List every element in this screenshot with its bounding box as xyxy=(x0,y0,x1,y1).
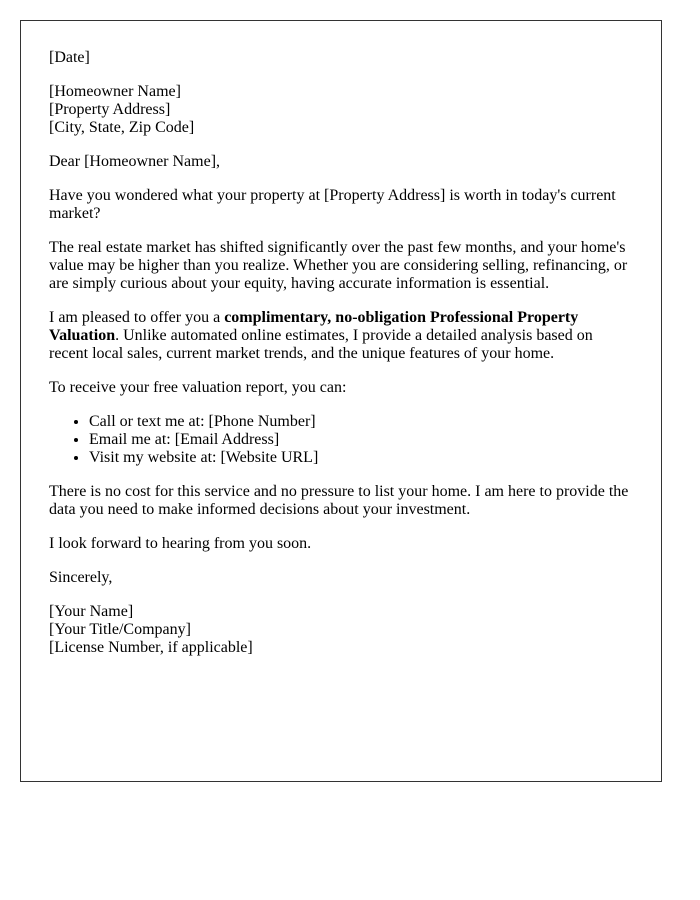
date: [Date] xyxy=(49,49,90,66)
paragraph-market: The real estate market has shifted significantly over the past few months, and your home's value may be higher than you realize. Whether you are considering selling, refinancing, or are simply curious about your equity, having accurate information is essential. xyxy=(49,239,628,292)
signature-title: [Your Title/Company] xyxy=(49,621,191,638)
signature-block xyxy=(49,603,632,657)
salutation: Dear [Homeowner Name], xyxy=(49,153,221,170)
list-item: • Visit my website at: [Website URL] xyxy=(89,449,632,467)
contact-list xyxy=(49,413,632,467)
letter xyxy=(20,20,662,782)
recipient-address: [Property Address] xyxy=(49,101,171,118)
paragraph-instructions: To receive your free valuation report, you can: xyxy=(49,379,347,396)
recipient-city: [City, State, Zip Code] xyxy=(49,119,195,136)
list-item: • Email me at: [Email Address] xyxy=(89,431,632,449)
paragraph-closing-line: I look forward to hearing from you soon. xyxy=(49,535,312,552)
paragraph-offer xyxy=(49,309,632,363)
offer-text-rest: . Unlike automated online estimates, I provide a detailed analysis based on recent local sales, current market trends, and the unique features of your home. xyxy=(49,327,593,362)
list-item: • Call or text me at: [Phone Number] xyxy=(89,413,632,431)
paragraph-no-cost: There is no cost for this service and no pressure to list your home. I am here to provide the data you need to make informed decisions about your investment. xyxy=(49,483,629,518)
signature-license: [License Number, if applicable] xyxy=(49,639,253,656)
signature-name: [Your Name] xyxy=(49,603,134,620)
recipient-name: [Homeowner Name] xyxy=(49,83,181,100)
recipient-block xyxy=(49,83,632,137)
paragraph-intro: Have you wondered what your property at [Property Address] is worth in today's current market? xyxy=(49,187,616,222)
offer-text: I am pleased to offer you a xyxy=(49,309,225,326)
closing: Sincerely, xyxy=(49,569,113,586)
offer-highlight: complimentary, no-obligation Professional Property Valuation xyxy=(49,309,579,344)
